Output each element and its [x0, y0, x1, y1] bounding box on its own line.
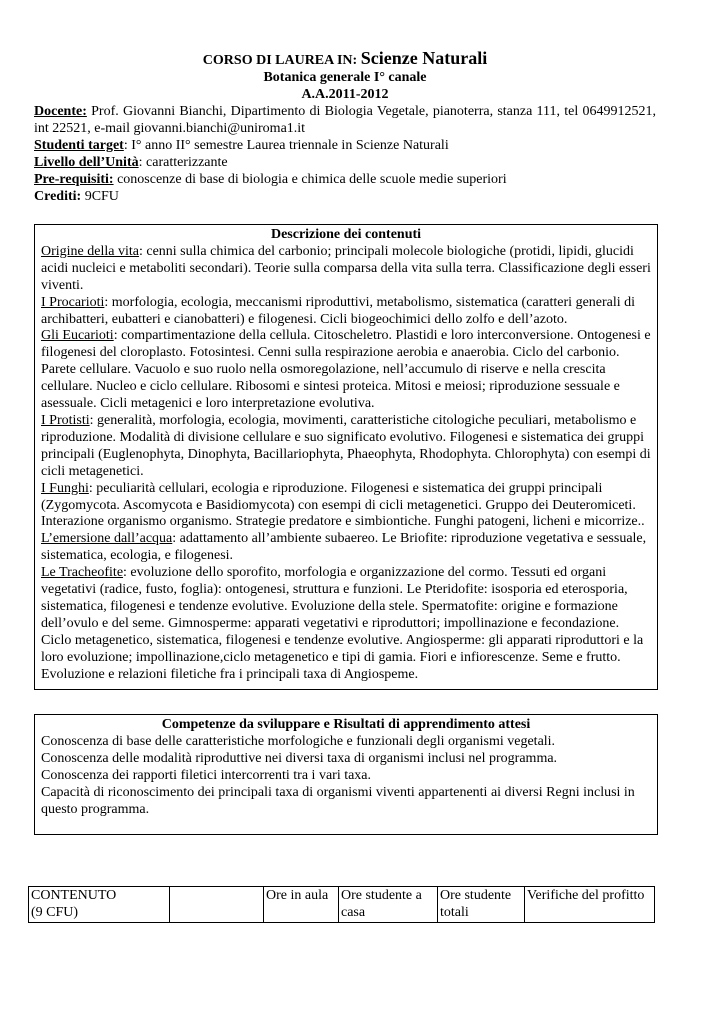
- contents-section: [41, 481, 651, 532]
- academic-year: A.A.2011-2012: [301, 87, 389, 102]
- contents-box: [34, 224, 658, 690]
- target-value: : I° anno II° semestre Laurea triennale in Scienze Naturali: [123, 138, 449, 153]
- contents-section: [41, 413, 651, 481]
- livello-line: [34, 154, 656, 171]
- table-header-cell: [170, 887, 264, 923]
- competenze-line: Conoscenza dei rapporti filetici intercorrenti tra i vari taxa.: [41, 767, 372, 783]
- docente-label: Docente:: [34, 104, 87, 119]
- subject-title: Botanica generale I° canale: [263, 70, 427, 85]
- course-header: [34, 50, 656, 69]
- prereq-label: Pre-requisiti:: [34, 172, 114, 187]
- target-line: [34, 137, 656, 154]
- competenze-line: Conoscenza delle modalità riproduttive nei diversi taxa di organismi inclusi nel programma.: [41, 750, 558, 766]
- section-heading: I Procarioti: [41, 294, 105, 310]
- competenze-line: Conoscenza di base delle caratteristiche morfologiche e funzionali degli organismi vegetali.: [41, 733, 556, 749]
- livello-label: Livello dell’Unità: [34, 155, 139, 170]
- contents-section: [41, 565, 651, 683]
- hours-table: [28, 886, 655, 923]
- section-heading: Gli Eucarioti: [41, 328, 114, 344]
- prereq-line: [34, 171, 656, 188]
- section-heading: Le Tracheofite: [41, 565, 124, 581]
- crediti-label: Crediti:: [34, 189, 82, 204]
- contents-section: [41, 295, 651, 329]
- course-prefix: CORSO DI LAUREA IN:: [202, 53, 358, 68]
- section-text: : compartimentazione della cellula. Citoscheletro. Plastidi e loro interconversione. Ontogenesi e filogenesi del cloroplasto. Fotosintesi. Cenni sulla respirazione aerobia e anaerobia. Ciclo del carbonio. Parete cellulare. Vacuolo e suo ruolo nella osmoregolazione, nell’accumulo di riserve e nella crescita cellulare. Nucleo e ciclo cellulare. Ribosomi e sintesi proteica. Mitosi e meiosi; riproduzione sessuale e asessuale. Cicli metagenici e loro interpretazione evolutiva.: [41, 328, 651, 412]
- table-header-cell: Ore studente totali: [438, 887, 525, 923]
- docente-value: Prof. Giovanni Bianchi, Dipartimento di Biologia Vegetale, pianoterra, stanza 111, tel 0649912521, int 22521, e-mail giovanni.bianchi@uniroma1.it: [34, 104, 656, 136]
- table-header-cell: Ore in aula: [264, 887, 339, 923]
- course-name: Scienze Naturali: [360, 48, 488, 68]
- section-text: : adattamento all’ambiente subaereo. Le Briofite: riproduzione vegetativa e sessuale, sistematica, ecologia, e filogenesi.: [41, 531, 647, 564]
- prereq-value: conoscenze di base di biologia e chimica delle scuole medie superiori: [113, 172, 507, 187]
- contents-section: [41, 328, 651, 413]
- section-text: : peculiarità cellulari, ecologia e riproduzione. Filogenesi e sistematica dei gruppi principali (Zygomycota. Ascomycota e Basidiomycota) con esempi di cicli metagenetici. Gruppo dei Deuteromiceti. Interazione organismo organismo. Strategie predatore e simbiontiche. Funghi patogeni, licheni e micorrize..: [41, 480, 645, 530]
- competenze-title: Competenze da sviluppare e Risultati di apprendimento attesi: [161, 717, 531, 732]
- section-heading: L’emersione dall’acqua: [41, 531, 173, 547]
- contents-title: Descrizione dei contenuti: [270, 227, 422, 242]
- competenze-box: [34, 714, 658, 835]
- crediti-value: 9CFU: [81, 189, 119, 204]
- docente-line: [34, 103, 656, 137]
- contents-section: [41, 531, 651, 565]
- table-header-cell: Verifiche del profitto: [525, 887, 655, 923]
- section-heading: I Funghi: [41, 480, 89, 496]
- table-header-cell: Ore studente a casa: [339, 887, 438, 923]
- section-text: : evoluzione dello sporofito, morfologia e organizzazione del cormo. Tessuti ed organi vegetativi (radice, fusto, foglia): ontogenesi, struttura e funzioni. Le Pteridofite: isosporia ed eterosporia, sistematica, filogenesi e tendenze evolutive. Evoluzione della stele. Spermatofite: origine e formazione dell’ovulo e del seme. Gimnosperme: apparati vegetativi e riproduttori; impollinazione e fecondazione. Ciclo metagenetico, sistematica, filogenesi e tendenze evolutive. Angiosperme: gli apparati riproduttori e la loro evoluzione; impollinazione,ciclo metagenetico e tipi di gamia. Fiori e infiorescenze. Seme e frutto. Evoluzione e relazioni filetiche fra i principali taxa di Angiospeme.: [41, 565, 644, 682]
- livello-value: : caratterizzante: [138, 155, 228, 170]
- section-heading: I Protisti: [41, 412, 90, 428]
- contents-section: [41, 244, 651, 295]
- target-label: Studenti target: [34, 138, 124, 153]
- section-text: : generalità, morfologia, ecologia, movimenti, caratteristiche citologiche peculiari, metabolismo e riproduzione. Modalità di divisione cellulare e suo significato evolutivo. Filogenesi e sistematica dei gruppi principali (Euglenophyta, Dinophyta, Bacillariophyta, Phaeophyta, Rhodophyta. Chlorophyta) con esempi di cicli metagenetici.: [41, 412, 651, 479]
- document-page: [34, 50, 656, 205]
- table-row: [29, 887, 655, 923]
- section-heading: Origine della vita: [41, 243, 139, 259]
- competenze-line: Capacità di riconoscimento dei principali taxa di organismi viventi appartenenti ai diversi Regni inclusi in questo programma.: [41, 784, 635, 817]
- table-header-cell: CONTENUTO (9 CFU): [29, 887, 170, 923]
- section-text: : morfologia, ecologia, meccanismi riproduttivi, metabolismo, sistematica (caratteri generali di archibatteri, eubatteri e cianobatteri) e filogenesi. Cicli biogeochimici dello zolfo e dell’azoto.: [41, 294, 636, 327]
- section-text: : cenni sulla chimica del carbonio; principali molecole biologiche (protidi, lipidi, glucidi acidi nucleici e metaboliti secondari). Teorie sulla comparsa della vita sulla terra. Classificazione degli esseri viventi.: [41, 243, 651, 293]
- crediti-line: [34, 188, 656, 205]
